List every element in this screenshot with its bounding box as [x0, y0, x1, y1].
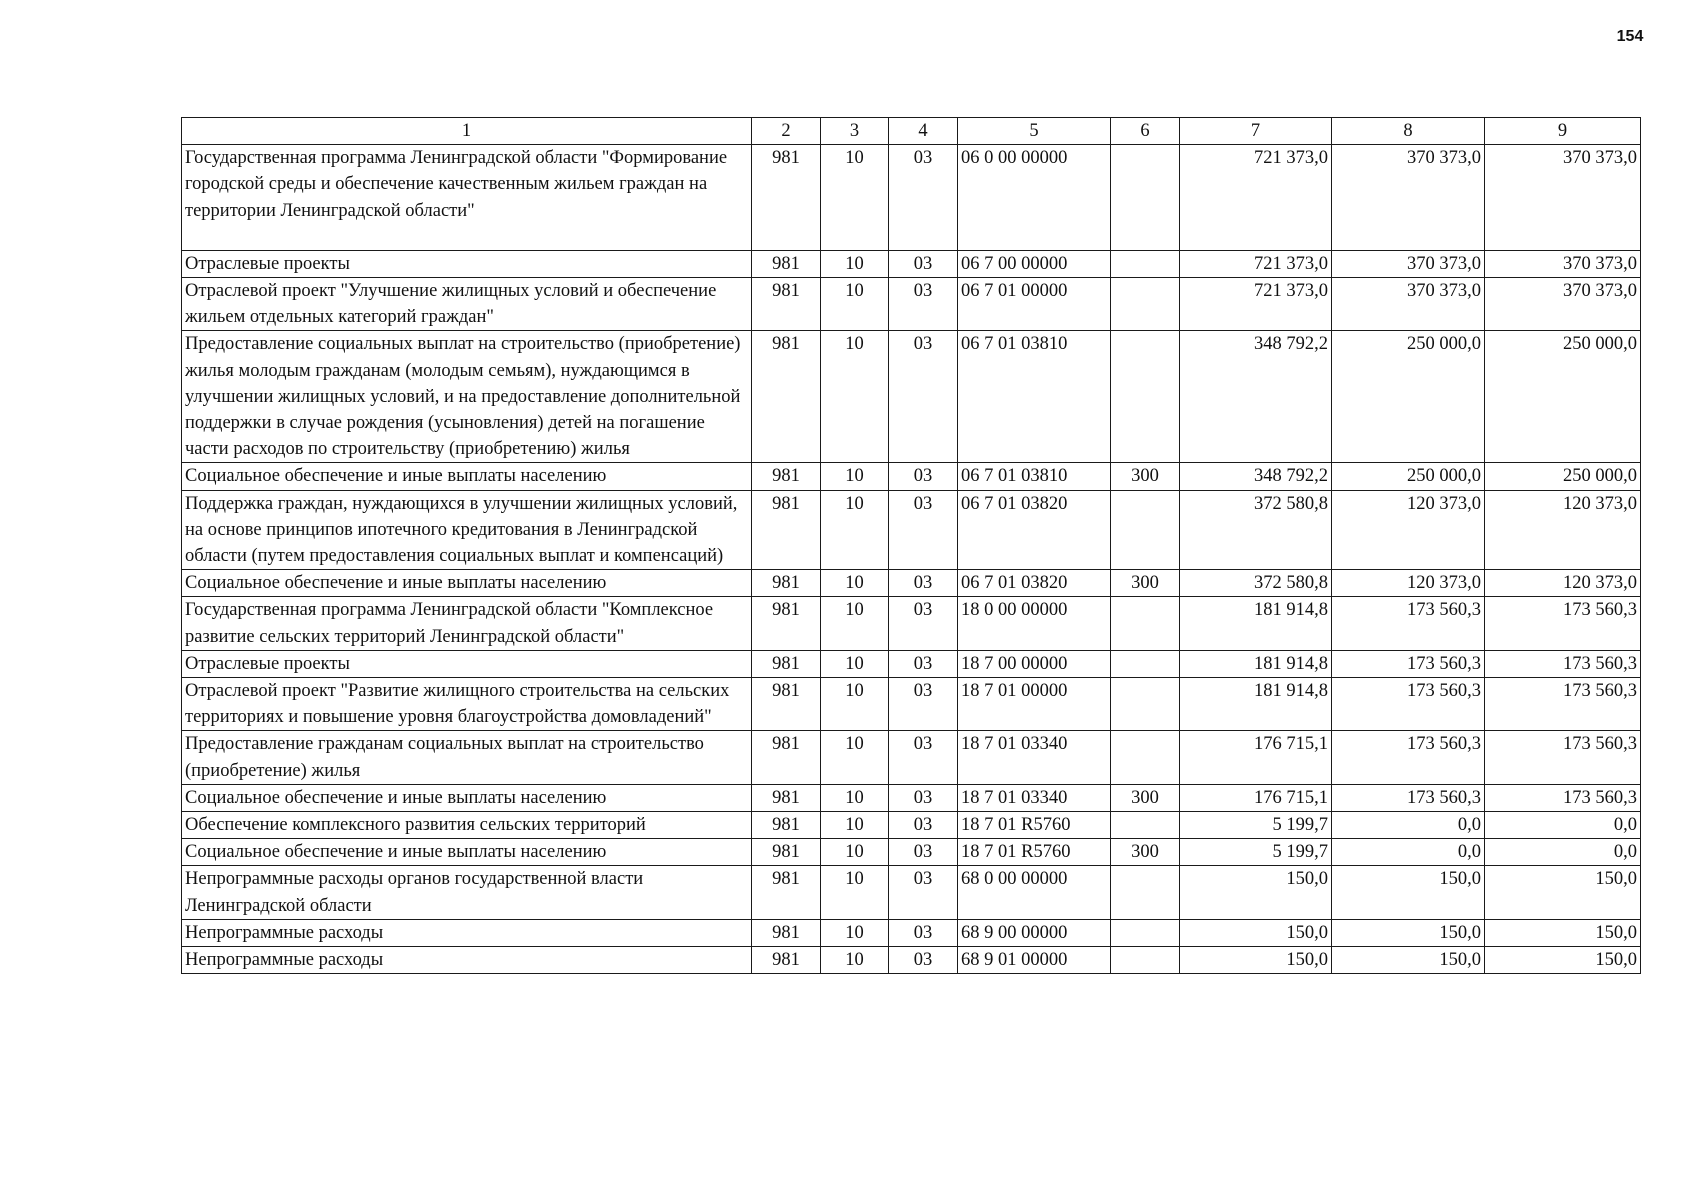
amount-col-8: 173 560,3: [1332, 784, 1485, 811]
expense-type-code: 300: [1111, 784, 1180, 811]
row-name: Непрограммные расходы: [182, 947, 752, 974]
amount-col-8: 173 560,3: [1332, 650, 1485, 677]
target-article-code: 68 0 00 00000: [958, 866, 1111, 919]
table-row: [182, 731, 1641, 784]
amount-col-8: 250 000,0: [1332, 331, 1485, 463]
admin-code: 981: [752, 250, 821, 277]
section-code: 10: [821, 250, 889, 277]
expense-type-code: [1111, 731, 1180, 784]
subsection-code: 03: [889, 250, 958, 277]
admin-code: 981: [752, 784, 821, 811]
table-row: [182, 490, 1641, 570]
row-name: Отраслевые проекты: [182, 250, 752, 277]
table-row: [182, 812, 1641, 839]
amount-col-8: 150,0: [1332, 919, 1485, 946]
amount-col-7: 150,0: [1180, 947, 1332, 974]
admin-code: 981: [752, 570, 821, 597]
table-row: [182, 250, 1641, 277]
target-article-code: 18 7 01 03340: [958, 731, 1111, 784]
section-code: 10: [821, 650, 889, 677]
amount-col-7: 5 199,7: [1180, 839, 1332, 866]
amount-col-9: 120 373,0: [1485, 570, 1641, 597]
amount-col-9: 150,0: [1485, 866, 1641, 919]
target-article-code: 68 9 00 00000: [958, 919, 1111, 946]
admin-code: 981: [752, 866, 821, 919]
table-body: [182, 145, 1641, 974]
subsection-code: 03: [889, 570, 958, 597]
subsection-code: 03: [889, 784, 958, 811]
admin-code: 981: [752, 597, 821, 650]
amount-col-9: 0,0: [1485, 839, 1641, 866]
table-row: [182, 597, 1641, 650]
row-name: Государственная программа Ленинградской области "Формирование городской среды и обеспечение качественным жильем граждан на территории Ленинградской области": [182, 145, 752, 251]
amount-col-7: 181 914,8: [1180, 678, 1332, 731]
amount-col-8: 370 373,0: [1332, 250, 1485, 277]
amount-col-9: 173 560,3: [1485, 731, 1641, 784]
subsection-code: 03: [889, 490, 958, 570]
admin-code: 981: [752, 463, 821, 490]
column-header: 6: [1111, 118, 1180, 145]
target-article-code: 06 7 01 03810: [958, 463, 1111, 490]
admin-code: 981: [752, 331, 821, 463]
row-name: Непрограммные расходы органов государственной власти Ленинградской области: [182, 866, 752, 919]
expense-type-code: [1111, 947, 1180, 974]
amount-col-9: 250 000,0: [1485, 331, 1641, 463]
section-code: 10: [821, 597, 889, 650]
expense-type-code: [1111, 331, 1180, 463]
amount-col-7: 176 715,1: [1180, 784, 1332, 811]
row-name: Непрограммные расходы: [182, 919, 752, 946]
column-header: 9: [1485, 118, 1641, 145]
expense-type-code: [1111, 650, 1180, 677]
row-name: Социальное обеспечение и иные выплаты населению: [182, 463, 752, 490]
section-code: 10: [821, 731, 889, 784]
row-name: Предоставление социальных выплат на строительство (приобретение) жилья молодым гражданам (молодым семьям), нуждающимся в улучшении жилищных условий, и на предоставление дополнительной поддержки в случае рождения (усыновления) детей на погашение части расходов по строительству (приобретению) жилья: [182, 331, 752, 463]
amount-col-7: 348 792,2: [1180, 463, 1332, 490]
table-row: [182, 570, 1641, 597]
header-row: [182, 118, 1641, 145]
target-article-code: 68 9 01 00000: [958, 947, 1111, 974]
admin-code: 981: [752, 812, 821, 839]
subsection-code: 03: [889, 597, 958, 650]
amount-col-9: 173 560,3: [1485, 597, 1641, 650]
section-code: 10: [821, 490, 889, 570]
amount-col-8: 120 373,0: [1332, 570, 1485, 597]
column-header: 2: [752, 118, 821, 145]
subsection-code: 03: [889, 650, 958, 677]
section-code: 10: [821, 784, 889, 811]
column-header: 8: [1332, 118, 1485, 145]
target-article-code: 06 0 00 00000: [958, 145, 1111, 251]
table-row: [182, 650, 1641, 677]
amount-col-9: 173 560,3: [1485, 784, 1641, 811]
subsection-code: 03: [889, 812, 958, 839]
admin-code: 981: [752, 919, 821, 946]
amount-col-9: 0,0: [1485, 812, 1641, 839]
target-article-code: 06 7 01 03810: [958, 331, 1111, 463]
amount-col-7: 150,0: [1180, 866, 1332, 919]
amount-col-8: 150,0: [1332, 866, 1485, 919]
section-code: 10: [821, 145, 889, 251]
amount-col-8: 150,0: [1332, 947, 1485, 974]
amount-col-8: 0,0: [1332, 812, 1485, 839]
subsection-code: 03: [889, 839, 958, 866]
row-name: Государственная программа Ленинградской области "Комплексное развитие сельских территорий Ленинградской области": [182, 597, 752, 650]
table-row: [182, 331, 1641, 463]
amount-col-8: 173 560,3: [1332, 597, 1485, 650]
amount-col-9: 173 560,3: [1485, 650, 1641, 677]
subsection-code: 03: [889, 678, 958, 731]
expense-type-code: 300: [1111, 463, 1180, 490]
subsection-code: 03: [889, 331, 958, 463]
table-row: [182, 678, 1641, 731]
amount-col-7: 372 580,8: [1180, 490, 1332, 570]
table-row: [182, 866, 1641, 919]
row-name: Социальное обеспечение и иные выплаты населению: [182, 784, 752, 811]
admin-code: 981: [752, 947, 821, 974]
column-header: 7: [1180, 118, 1332, 145]
target-article-code: 18 0 00 00000: [958, 597, 1111, 650]
expense-type-code: [1111, 145, 1180, 251]
target-article-code: 18 7 00 00000: [958, 650, 1111, 677]
expense-type-code: [1111, 812, 1180, 839]
target-article-code: 18 7 01 R5760: [958, 812, 1111, 839]
table-row: [182, 839, 1641, 866]
target-article-code: 18 7 01 R5760: [958, 839, 1111, 866]
amount-col-8: 370 373,0: [1332, 145, 1485, 251]
admin-code: 981: [752, 490, 821, 570]
target-article-code: 06 7 01 03820: [958, 490, 1111, 570]
expense-type-code: [1111, 866, 1180, 919]
expense-type-code: [1111, 490, 1180, 570]
target-article-code: 18 7 01 03340: [958, 784, 1111, 811]
section-code: 10: [821, 331, 889, 463]
admin-code: 981: [752, 678, 821, 731]
row-name: Отраслевой проект "Улучшение жилищных условий и обеспечение жильем отдельных категорий граждан": [182, 278, 752, 331]
expense-type-code: [1111, 919, 1180, 946]
admin-code: 981: [752, 839, 821, 866]
column-header: 1: [182, 118, 752, 145]
admin-code: 981: [752, 731, 821, 784]
table-row: [182, 784, 1641, 811]
subsection-code: 03: [889, 919, 958, 946]
amount-col-8: 173 560,3: [1332, 731, 1485, 784]
amount-col-9: 150,0: [1485, 919, 1641, 946]
row-name: Отраслевой проект "Развитие жилищного строительства на сельских территориях и повышение уровня благоустройства домовладений": [182, 678, 752, 731]
amount-col-8: 370 373,0: [1332, 278, 1485, 331]
row-name: Обеспечение комплексного развития сельских территорий: [182, 812, 752, 839]
amount-col-8: 0,0: [1332, 839, 1485, 866]
section-code: 10: [821, 463, 889, 490]
target-article-code: 18 7 01 00000: [958, 678, 1111, 731]
row-name: Отраслевые проекты: [182, 650, 752, 677]
admin-code: 981: [752, 145, 821, 251]
table-row: [182, 145, 1641, 251]
amount-col-7: 176 715,1: [1180, 731, 1332, 784]
budget-table: [181, 117, 1641, 974]
subsection-code: 03: [889, 145, 958, 251]
expense-type-code: [1111, 278, 1180, 331]
amount-col-8: 120 373,0: [1332, 490, 1485, 570]
target-article-code: 06 7 00 00000: [958, 250, 1111, 277]
amount-col-7: 181 914,8: [1180, 650, 1332, 677]
expense-type-code: [1111, 678, 1180, 731]
amount-col-7: 721 373,0: [1180, 250, 1332, 277]
target-article-code: 06 7 01 00000: [958, 278, 1111, 331]
amount-col-9: 250 000,0: [1485, 463, 1641, 490]
row-name: Предоставление гражданам социальных выплат на строительство (приобретение) жилья: [182, 731, 752, 784]
section-code: 10: [821, 570, 889, 597]
subsection-code: 03: [889, 731, 958, 784]
section-code: 10: [821, 866, 889, 919]
section-code: 10: [821, 678, 889, 731]
amount-col-7: 721 373,0: [1180, 278, 1332, 331]
section-code: 10: [821, 278, 889, 331]
amount-col-8: 173 560,3: [1332, 678, 1485, 731]
expense-type-code: [1111, 597, 1180, 650]
table-row: [182, 278, 1641, 331]
amount-col-9: 120 373,0: [1485, 490, 1641, 570]
column-header: 5: [958, 118, 1111, 145]
page-number: 154: [1616, 28, 1644, 45]
table-row: [182, 947, 1641, 974]
subsection-code: 03: [889, 463, 958, 490]
section-code: 10: [821, 839, 889, 866]
expense-type-code: [1111, 250, 1180, 277]
admin-code: 981: [752, 278, 821, 331]
amount-col-9: 370 373,0: [1485, 278, 1641, 331]
amount-col-9: 150,0: [1485, 947, 1641, 974]
section-code: 10: [821, 812, 889, 839]
amount-col-8: 250 000,0: [1332, 463, 1485, 490]
section-code: 10: [821, 919, 889, 946]
column-header: 3: [821, 118, 889, 145]
amount-col-9: 173 560,3: [1485, 678, 1641, 731]
target-article-code: 06 7 01 03820: [958, 570, 1111, 597]
amount-col-9: 370 373,0: [1485, 250, 1641, 277]
amount-col-9: 370 373,0: [1485, 145, 1641, 251]
amount-col-7: 721 373,0: [1180, 145, 1332, 251]
amount-col-7: 372 580,8: [1180, 570, 1332, 597]
subsection-code: 03: [889, 947, 958, 974]
amount-col-7: 150,0: [1180, 919, 1332, 946]
amount-col-7: 5 199,7: [1180, 812, 1332, 839]
column-header: 4: [889, 118, 958, 145]
amount-col-7: 348 792,2: [1180, 331, 1332, 463]
expense-type-code: 300: [1111, 839, 1180, 866]
expense-type-code: 300: [1111, 570, 1180, 597]
subsection-code: 03: [889, 866, 958, 919]
admin-code: 981: [752, 650, 821, 677]
subsection-code: 03: [889, 278, 958, 331]
row-name: Социальное обеспечение и иные выплаты населению: [182, 839, 752, 866]
section-code: 10: [821, 947, 889, 974]
amount-col-7: 181 914,8: [1180, 597, 1332, 650]
row-name: Поддержка граждан, нуждающихся в улучшении жилищных условий, на основе принципов ипотечного кредитования в Ленинградской области (путем предоставления социальных выплат и компенсаций): [182, 490, 752, 570]
table-row: [182, 463, 1641, 490]
table-row: [182, 919, 1641, 946]
row-name: Социальное обеспечение и иные выплаты населению: [182, 570, 752, 597]
